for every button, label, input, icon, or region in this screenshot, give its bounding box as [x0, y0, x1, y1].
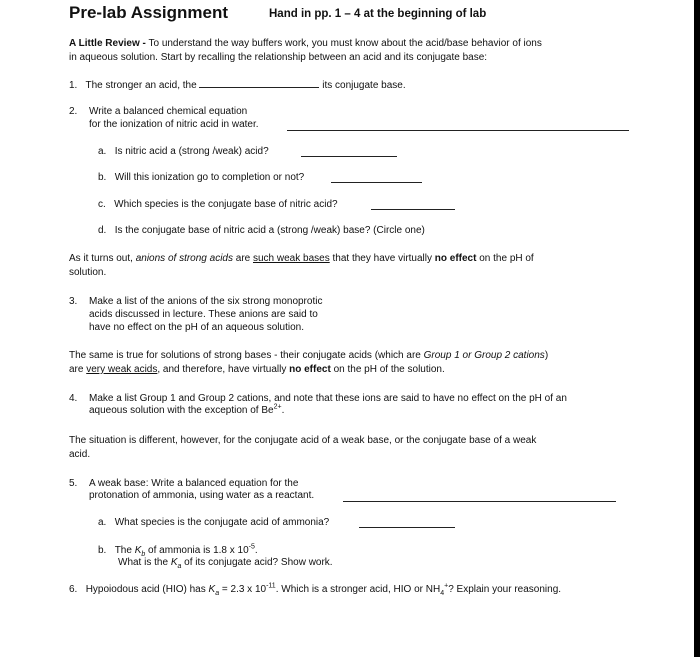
- q2d: [98, 225, 425, 237]
- right-edge-bar: [694, 0, 700, 657]
- q3-line-1: Make a list of the anions of the six strong monoprotic: [89, 296, 323, 307]
- para2-text-6: , and therefore, have virtually: [157, 364, 290, 375]
- intro-lead: A Little Review -: [69, 38, 146, 49]
- q2b-text: Will this ionization go to completion or not?: [114, 172, 305, 183]
- q6-exponent: -11: [266, 582, 276, 590]
- para2-text-4: are: [69, 364, 87, 375]
- q5a-answer-blank[interactable]: [359, 518, 455, 528]
- q5-number: 5.: [69, 478, 78, 489]
- q5b-l2-text-b: of its conjugate acid? Show work.: [181, 557, 333, 568]
- q2-equation-blank[interactable]: [287, 121, 629, 131]
- q2b-answer-blank[interactable]: [331, 173, 422, 183]
- q5b-exponent: -5: [248, 543, 255, 551]
- q2-line-2: for the ionization of nitric acid in water.: [89, 119, 259, 130]
- q2c-answer-blank[interactable]: [371, 200, 455, 210]
- q2-line-1: Write a balanced chemical equation: [89, 106, 248, 117]
- q5-line-2: protonation of ammonia, using water as a reactant.: [89, 490, 315, 501]
- q5b-l2-k-subscript: a: [177, 563, 182, 570]
- q2d-label: d.: [98, 225, 107, 236]
- q5b-l2-text-a: What is the: [118, 557, 171, 568]
- q2c: [98, 199, 338, 211]
- q5b-end: .: [254, 545, 258, 556]
- para1-text-5: that they have virtually: [329, 253, 435, 264]
- para2-text-8: on the pH of the solution.: [330, 364, 445, 375]
- q3-number: 3.: [69, 296, 78, 307]
- q5b-k-symbol: K: [134, 545, 142, 556]
- paragraph-strong-bases-line-2: [69, 364, 445, 376]
- q5a-label: a.: [98, 517, 107, 528]
- intro-line-2: in aqueous solution. Start by recalling the relationship between an acid and its conjugate base:: [69, 52, 488, 63]
- q2a-text: Is nitric acid a (strong /weak) acid?: [114, 146, 269, 157]
- para2-underlined-weak-acids: very weak acids: [86, 364, 158, 375]
- q4-line-2-end: .: [281, 405, 285, 416]
- para2-text-1: The same is true for solutions of strong bases - their conjugate acids (which are: [69, 350, 424, 361]
- page-title: Pre-lab Assignment: [69, 3, 229, 22]
- paragraph-weak-conjugates-line-1: The situation is different, however, for the conjugate acid of a weak base, or the conjugate base of a weak: [69, 435, 537, 446]
- q6-nh4-charge: +: [444, 582, 449, 590]
- q6-text-4: ? Explain your reasoning.: [448, 584, 562, 595]
- para1-italic-anions: anions of strong acids: [135, 253, 233, 264]
- q2a-answer-blank[interactable]: [301, 147, 397, 157]
- hand-in-note: Hand in pp. 1 – 4 at the beginning of lab: [269, 8, 487, 20]
- para1-underlined-weak-bases: such weak bases: [253, 253, 330, 264]
- q2b-label: b.: [98, 172, 107, 183]
- q5b-text-a: The: [114, 545, 135, 556]
- q2a-label: a.: [98, 146, 107, 157]
- q3-line-2: acids discussed in lecture. These anions are said to: [89, 309, 318, 320]
- paragraph-strong-acid-anions: [69, 253, 534, 265]
- q4-line-2: [89, 405, 284, 417]
- para1-text-3: are: [232, 253, 253, 264]
- q2c-label: c.: [98, 199, 106, 210]
- para2-italic-cations: Group 1 or Group 2 cations: [423, 350, 545, 361]
- q1-answer-blank[interactable]: [199, 78, 319, 88]
- q2c-text: Which species is the conjugate base of nitric acid?: [114, 199, 338, 210]
- q4-line-1: Make a list Group 1 and Group 2 cations, and note that these ions are said to have no effect on the pH of an: [89, 393, 567, 404]
- q4-be-charge: 2+: [273, 403, 282, 411]
- q6-k-symbol: K: [208, 584, 216, 595]
- q1-text-a: The stronger an acid, the: [85, 80, 197, 91]
- q5-line-1: A weak base: Write a balanced equation for the: [89, 478, 299, 489]
- para1-text-1: As it turns out,: [69, 253, 136, 264]
- para2-text-3: ): [544, 350, 549, 361]
- q2d-text: Is the conjugate base of nitric acid a (strong /weak) base? (Circle one): [114, 225, 425, 236]
- intro-line-1-text: To understand the way buffers work, you must know about the acid/base behavior of ions: [145, 38, 542, 49]
- q5b-text-b: of ammonia is 1.8 x 10: [145, 545, 249, 556]
- q5b-line-1: [98, 545, 258, 557]
- question-1: [69, 78, 406, 92]
- q6-k-subscript: a: [215, 590, 220, 597]
- question-6: [69, 584, 561, 596]
- q5b-line-2: [118, 557, 333, 569]
- q6-text-1: Hypoiodous acid (HIO) has: [85, 584, 209, 595]
- q2-number: 2.: [69, 106, 78, 117]
- q5-equation-blank[interactable]: [343, 492, 616, 502]
- q5a-text: What species is the conjugate acid of ammonia?: [114, 517, 330, 528]
- para1-bold-no-effect: no effect: [434, 253, 477, 264]
- q6-nh4-subscript: 4: [440, 590, 445, 597]
- para1-text-7: on the pH of: [476, 253, 534, 264]
- para1-line-2: solution.: [69, 267, 107, 278]
- q4-number: 4.: [69, 393, 78, 404]
- q5b-k-subscript: b: [141, 551, 146, 558]
- q2a: [98, 146, 269, 158]
- q1-text-b: its conjugate base.: [322, 80, 406, 91]
- q6-number: 6.: [69, 584, 78, 595]
- q5b-l2-k-symbol: K: [170, 557, 178, 568]
- para2-bold-no-effect: no effect: [289, 364, 331, 375]
- q3-line-3: have no effect on the pH of an aqueous solution.: [89, 322, 304, 333]
- paragraph-strong-bases-line-1: [69, 350, 548, 362]
- q5a: [98, 517, 329, 529]
- intro-line-1: [69, 38, 542, 50]
- q5b-label: b.: [98, 545, 107, 556]
- q4-line-2-text: aqueous solution with the exception of Be: [89, 405, 274, 416]
- paragraph-weak-conjugates-line-2: acid.: [69, 449, 91, 460]
- q2b: [98, 172, 304, 184]
- q6-text-2: = 2.3 x 10: [219, 584, 267, 595]
- q6-text-3: . Which is a stronger acid, HIO or NH: [275, 584, 441, 595]
- q1-number: 1.: [69, 80, 78, 91]
